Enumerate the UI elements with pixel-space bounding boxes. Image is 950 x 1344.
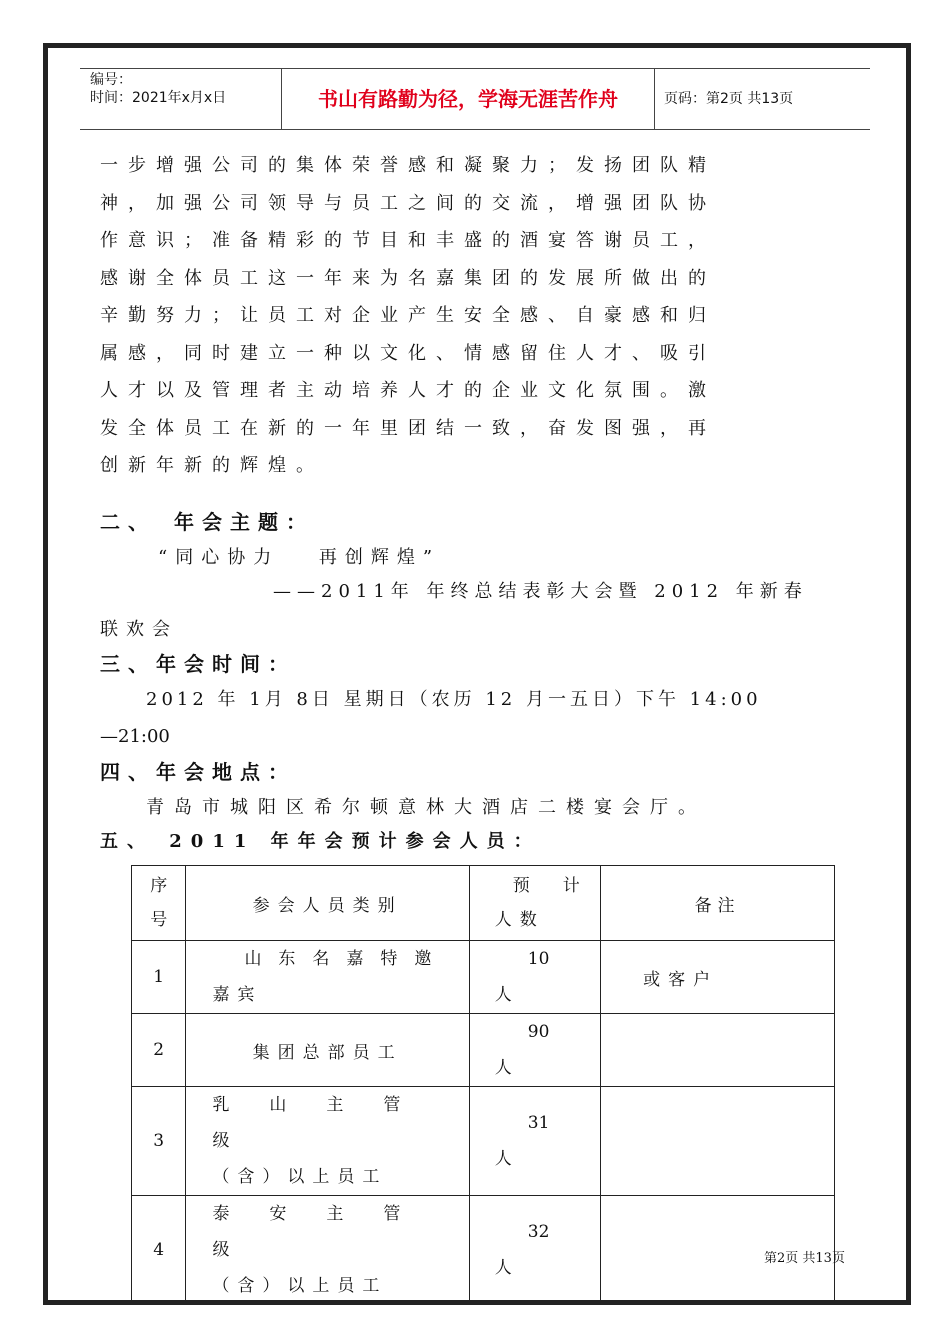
- header-meta: [90, 71, 280, 107]
- location-text: 青岛市城阳区希尔顿意林大酒店二楼宴会厅。: [146, 797, 706, 818]
- section4-heading: 四、年会地点：: [100, 760, 296, 784]
- header-count: 预 计 人数: [469, 866, 600, 941]
- page-header: [80, 68, 870, 130]
- intro-line: 人才以及管理者主动培养人才的企业文化氛围。激: [100, 380, 716, 401]
- theme-line-3: 联欢会: [100, 619, 178, 640]
- row-category: 山东名嘉特邀 嘉宾: [186, 941, 469, 1014]
- theme-line-2: ——2011年 年终总结表彰大会暨 2012 年新春: [273, 581, 808, 602]
- header-category: 参会人员类别: [186, 866, 469, 941]
- header-page-info: 页码：第2页 共13页: [664, 91, 794, 107]
- intro-line: 作意识；准备精彩的节目和丰盛的酒宴答谢员工，: [100, 230, 716, 251]
- row-remark: 或客户: [601, 941, 835, 1014]
- row-category: 集团总部员工: [186, 1014, 469, 1087]
- row-no: 3: [132, 1087, 186, 1196]
- intro-line: 辛勤努力；让员工对企业产生安全感、自豪感和归: [100, 305, 716, 326]
- theme-line-1: “同心协力 再创辉煌”: [158, 547, 441, 568]
- row-category: 乳山主管级 （含）以上员工: [186, 1087, 469, 1196]
- row-no: 1: [132, 941, 186, 1014]
- section3-heading: 三、年会时间：: [100, 652, 296, 676]
- header-no: 序 号: [132, 866, 186, 941]
- table-row: [132, 941, 835, 1014]
- table-row: [132, 1196, 835, 1305]
- row-category: 泰安主管级 （含）以上员工: [186, 1196, 469, 1305]
- row-no: 2: [132, 1014, 186, 1087]
- intro-line: 创新年新的辉煌。: [100, 455, 324, 476]
- time-line-1: 2012 年 1月 8日 星期日（农历 12 月一五日）下午 14:00: [146, 689, 762, 710]
- row-remark: [601, 1014, 835, 1087]
- row-count: 90 人: [469, 1014, 600, 1087]
- intro-paragraph: [100, 147, 822, 485]
- table-row: [132, 1014, 835, 1087]
- intro-line: 感谢全体员工这一年来为名嘉集团的发展所做出的: [100, 267, 716, 289]
- row-remark: [601, 1087, 835, 1196]
- header-remark: 备注: [601, 866, 835, 941]
- intro-line: 神，加强公司领导与员工之间的交流，增强团队协: [100, 192, 716, 214]
- row-count: 32 人: [469, 1196, 600, 1305]
- row-no: 4: [132, 1196, 186, 1305]
- row-count: 31 人: [469, 1087, 600, 1196]
- intro-line: 属感，同时建立一种以文化、情感留住人才、吸引: [100, 342, 716, 364]
- section2-heading: 二、 年会主题：: [100, 510, 314, 534]
- intro-line: 一步增强公司的集体荣誉感和凝聚力；发扬团队精: [100, 155, 716, 176]
- time-line-2: —21:00: [100, 726, 170, 747]
- table-header-row: [132, 866, 835, 941]
- section5-heading: 五、 2011 年年会预计参会人员：: [100, 831, 541, 852]
- table-row: [132, 1087, 835, 1196]
- attendee-table: [131, 865, 835, 1305]
- header-motto: 书山有路勤为径，学海无涯苦作舟: [281, 69, 655, 129]
- page-footer: 第2页 共13页: [764, 1251, 845, 1266]
- time-label: 时间：2021年x月x日: [90, 90, 227, 106]
- number-label: 编号：: [90, 72, 132, 88]
- row-count: 10 人: [469, 941, 600, 1014]
- intro-line: 发全体员工在新的一年里团结一致，奋发图强，再: [100, 417, 716, 439]
